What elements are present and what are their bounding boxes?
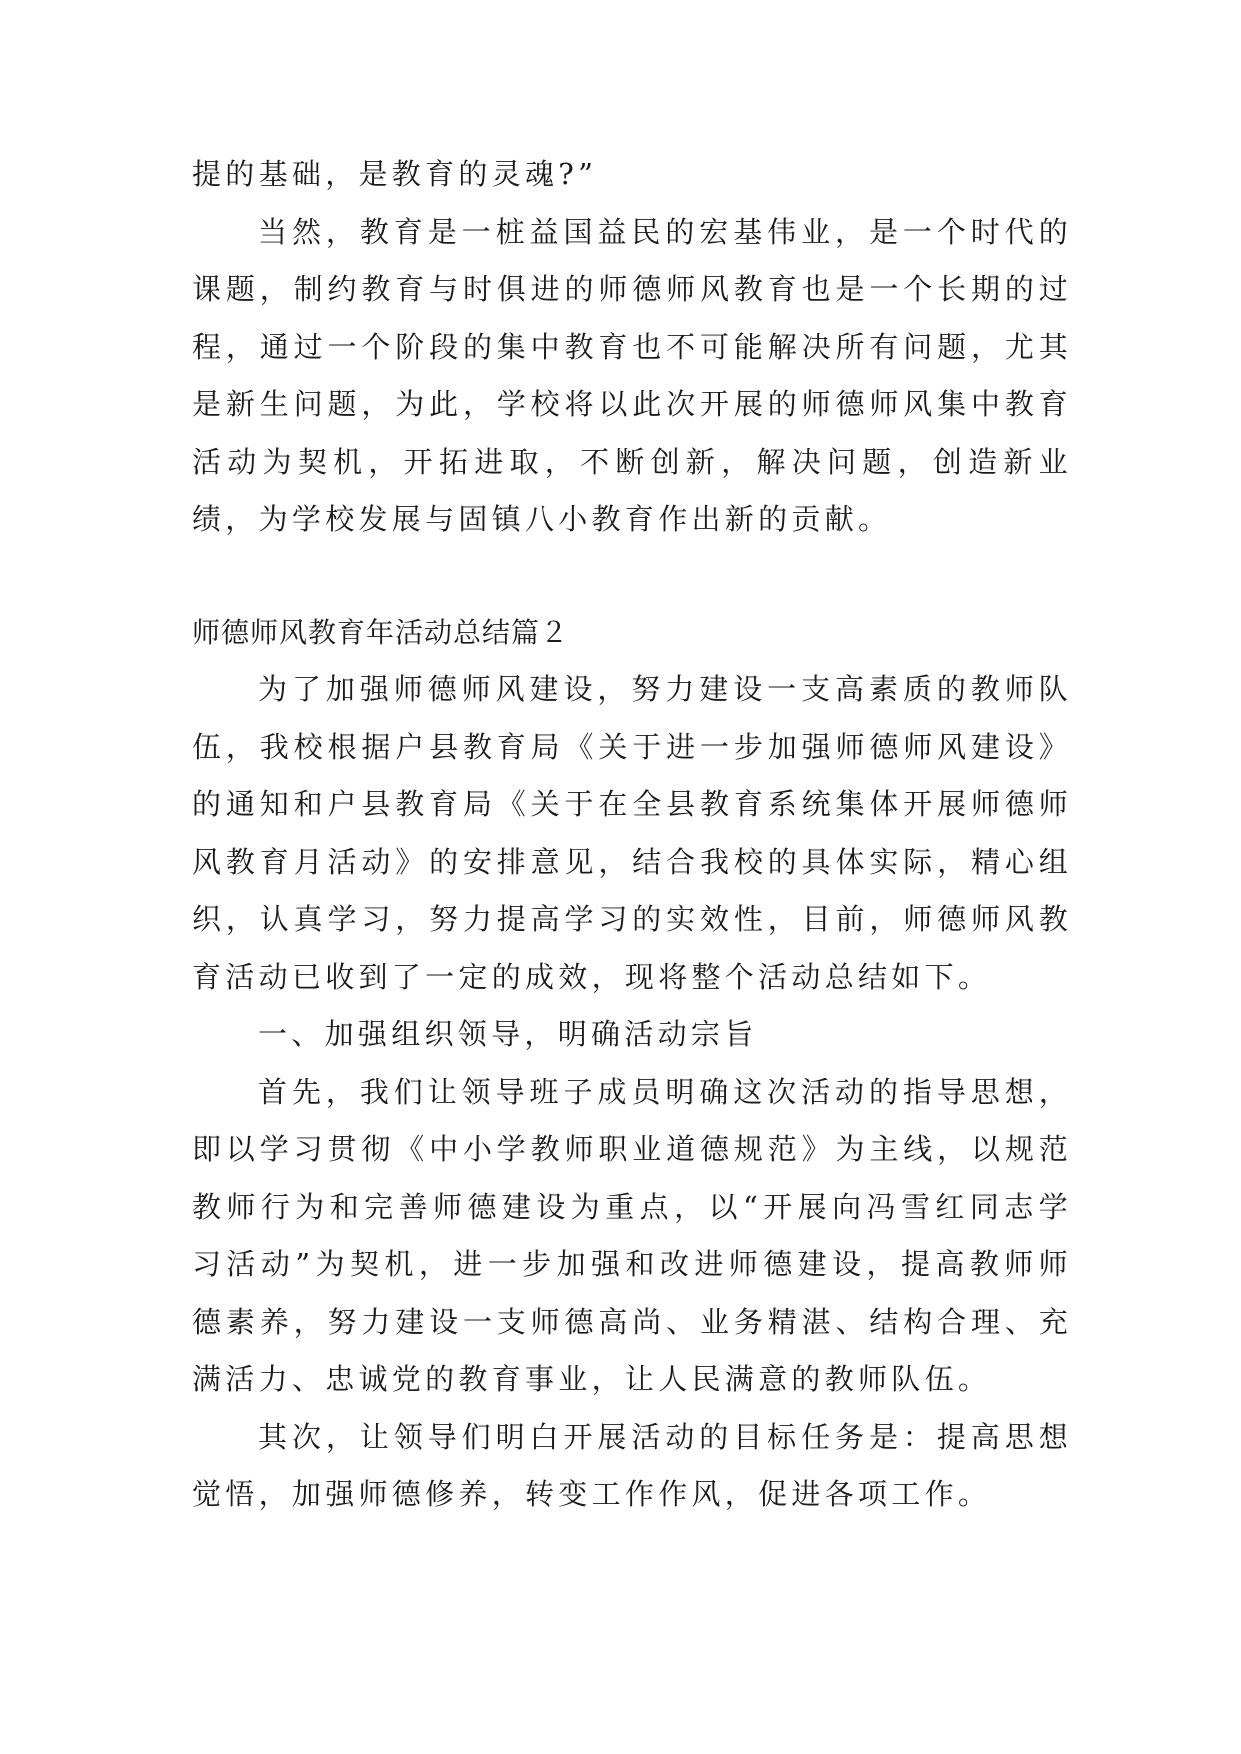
paragraph-second: 其次，让领导们明白开展活动的目标任务是：提高思想觉悟，加强师德修养，转变工作作风，促进各项工作。 (192, 1419, 1072, 1511)
document-body (192, 146, 1072, 1524)
section-title: 师德师风教育年活动总结篇２ (192, 615, 570, 649)
paragraph-intro: 为了加强师德师风建设，努力建设一支高素质的教师队伍，我校根据户县教育局《关于进一步加强师德师风建设》的通知和户县教育局《关于在全县教育系统集体开展师德师风教育月活动》的安排意见，结合我校的具体实际，精心组织，认真学习，努力提高学习的实效性，目前，师德师风教育活动已收到了一定的成效，现将整个活动总结如下。 (192, 672, 1072, 994)
paragraph-conclusion: 当然，教育是一桩益国益民的宏基伟业，是一个时代的课题，制约教育与时俱进的师德师风教育也是一个长期的过程，通过一个阶段的集中教育也不可能解决所有问题，尤其是新生问题，为此，学校将以此次开展的师德师风集中教育活动为契机，开拓进取，不断创新，解决问题，创造新业绩，为学校发展与固镇八小教育作出新的贡献。 (192, 214, 1072, 536)
paragraph-continuation: 提的基础，是教育的灵魂?” (192, 157, 598, 191)
paragraph-first: 首先，我们让领导班子成员明确这次活动的指导思想，即以学习贯彻《中小学教师职业道德规范》为主线，以规范教师行为和完善师德建设为重点，以“开展向冯雪红同志学习活动”为契机，进一步加强和改进师德建设，提高教师师德素养，努力建设一支师德高尚、业务精湛、结构合理、充满活力、忠诚党的教育事业，让人民满意的教师队伍。 (192, 1074, 1072, 1396)
subheading-organization: 一、加强组织领导，明确活动宗旨 (258, 1017, 758, 1051)
